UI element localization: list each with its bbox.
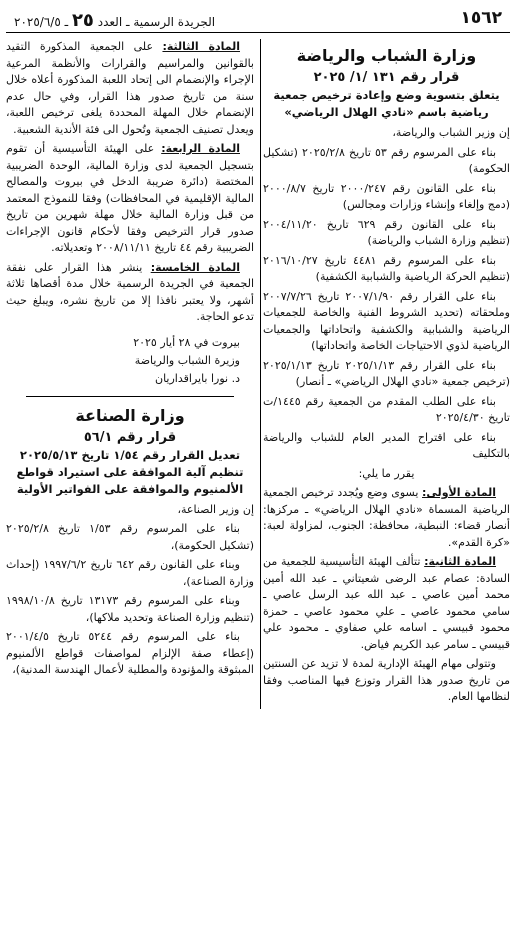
- decision-number: قرار رقم ٥٦/١: [83, 429, 177, 445]
- decision-number: قرار رقم ١٣١ /١/ ٢٠٢٥: [313, 70, 460, 85]
- legal-basis: بناء على الطلب المقدم من الجمعية رقم ١٤٤٥/ت تاريخ ٢٠٢٥/٤/٣٠: [263, 394, 510, 424]
- issue-number: ٢٥: [71, 10, 94, 31]
- signature-name: د. نورا بايراقداريان: [155, 371, 240, 385]
- legal-basis: بناء على المرسوم رقم ١/٥٣ تاريخ ٢٠٢٥/٢/٨ (تشكيل الحكومة)،: [6, 522, 254, 552]
- article-label: المادة الثانية:: [424, 555, 496, 568]
- issue-date: ـ ٢٠٢٥/٦/٥: [14, 15, 69, 29]
- article-label: المادة الخامسة:: [150, 260, 240, 274]
- decision-subject: يتعلق بتسوية وضع وإعادة ترخيص جمعية رياضية باسم «نادي الهلال الرياضي»: [273, 88, 500, 119]
- legal-basis: بناء على القانون رقم ٢٠٠٠/٢٤٧ تاريخ ٢٠٠٠/٨/٧ (دمج وإلغاء وإنشاء وزارات ومجالس): [263, 181, 510, 211]
- legal-basis: بناء على المرسوم رقم ٤٤٨١ تاريخ ٢٠١٦/١٠/٢٧ (تنظيم الحركة الرياضية والشبابية الكشفية): [263, 253, 510, 283]
- page-number: ١٥٦٢: [460, 8, 502, 28]
- article-text: ينشر هذا القرار على نفقة الجمعية في الجريدة الرسمية خلال مدة أقصاها ثلاثة أشهر، ولا يعتبر نافذا إلا من تاريخ نشره، ويبلغ حيث تدعو الحاجة.: [6, 260, 254, 323]
- section-divider: [26, 396, 234, 397]
- decides-line: يقرر ما يلي:: [358, 466, 415, 480]
- article-1: [263, 485, 510, 551]
- two-column-body: [6, 39, 510, 709]
- article-label: المادة الرابعة:: [161, 142, 240, 155]
- article-text: تتألف الهيئة التأسيسية للجمعية من السادة: عصام عبد الرضى شعيتاني ـ عبد الله أمين محمد أمين عاصي ـ عبد الله عبد الرسل عاصي ـ سامي محمود عاصي ـ علي محمود عاصي ـ حمزة محمود قبيسي ـ اسامه علي صفاوي ـ محمود علي قبيسي ـ سامر عبد الكريم فياض.: [263, 555, 510, 651]
- article-2: [263, 554, 510, 653]
- right-column: [263, 39, 510, 709]
- legal-basis: وبناء على المرسوم رقم ١٣١٧٣ تاريخ ١٩٩٨/١٠/٨ (تنظيم وزارة الصناعة وتحديد ملاكها)،: [6, 594, 254, 624]
- legal-basis: بناء على اقتراح المدير العام للشباب والرياضة بالتكليف: [263, 430, 510, 460]
- signature-place-date: بيروت في ٢٨ أيار ٢٠٢٥: [133, 335, 240, 349]
- decision-subject: تعديل القرار رقم ١/٥٤ تاريخ ٢٠٢٥/٥/١٣ تنظيم آلية الموافقة على استيراد قواطع الألمنيوم والموافقة على الفواتير الأولية: [16, 447, 244, 496]
- gazette-title: الجريدة الرسمية ـ العدد: [97, 15, 216, 29]
- article-label: المادة الثالثة:: [162, 40, 240, 53]
- ministry-heading: وزارة الشباب والرياضة: [296, 46, 477, 65]
- legal-basis: بناء على القانون رقم ٦٢٩ تاريخ ٢٠٠٤/١١/٢٠ (تنظيم وزارة الشباب والرياضة): [263, 217, 510, 247]
- article-label: المادة الأولى:: [422, 486, 496, 499]
- ministry-heading: وزارة الصناعة: [75, 405, 185, 425]
- article-3: [6, 39, 254, 138]
- closing-paragraph: وتتولى مهام الهيئة الإدارية لمدة لا تزيد عن السنتين من تاريخ صدور هذا القرار وتوزع فيها المناصب وفقا لنظامها العام.: [263, 657, 510, 703]
- page-header: [6, 6, 510, 33]
- running-title: [14, 10, 215, 31]
- article-text: يسوى وضع ويُجدد ترخيص الجمعية الرياضية المسماة «نادي الهلال الرياضي» ـ مركزها: أنصار قضاء: النبطية، محافظة: الجنوب، لمزاولة لعبة: «كرة القدم».: [263, 486, 510, 549]
- signature-title: وزيرة الشباب والرياضة: [134, 353, 240, 367]
- legal-basis: بناء على المرسوم رقم ٥٣ تاريخ ٢٠٢٥/٢/٨ (تشكيل الحكومة): [263, 145, 510, 175]
- article-5: [6, 260, 254, 326]
- left-column: [6, 39, 261, 709]
- legal-basis: بناء على القرار رقم ٢٠٠٧/١/٩٠ تاريخ ٢٠٠٧/٧/٢٦ وملحقاته (تحديد الشروط الفنية والخاصة للجمعيات الرياضية والشبابية والكشفية واتحاداتها والجمعيات الرياضية لذوي الاحتياجات الخاصة واتحاداتها): [263, 289, 510, 352]
- legal-basis: بناء على المرسوم رقم ٥٢٤٤ تاريخ ٢٠٠١/٤/٥ (إعطاء صفة الإلزام لمواصفات قواطع الألمنيوم المبثوقة والمؤنودة والمطلية لأعمال الهندسة المدنية)،: [6, 630, 254, 676]
- legal-basis: بناء على القرار رقم ٢٠٢٥/١/١٣ تاريخ ٢٠٢٥/١/١٣ (ترخيص جمعية «نادي الهلال الرياضي» ـ أنصار): [263, 358, 510, 388]
- signature-block: [6, 334, 254, 388]
- article-text: على الجمعية المذكورة التقيد بالقوانين والمراسيم والقرارات والأنظمة المرعية الإجراء والإنضمام الى إتحاد اللعبة المذكورة أعلاه خلال سنة من تاريخ صدور هذا القرار، وفي حال عدم الإنضمام خلال المهلة المحددة يلغى ترخيص اللعبة، ويعدل تصنيف الجمعية وتُحول الى فئة الأندية الشعبية.: [6, 40, 254, 136]
- article-text: على الهيئة التأسيسية أن تقوم بتسجيل الجمعية لدى وزارة المالية، الوحدة الضريبية المختصة (دائرة ضريبة الدخل في بيروت والمصالح المالية الإقليمية في المحافظات) وفقا للنموذج المعتمد من قبل وزارة المالية خلال مهلة شهرين من تاريخ صدور قرار الترخيص وفقا لأحكام قانون الإجراءات الضريبية رقم ٤٤ تاريخ ٢٠٠٨/١١/١١ وتعديلاته.: [6, 142, 254, 254]
- legal-basis: وبناء على القانون رقم ٦٤٢ تاريخ ١٩٩٧/٦/٢ (إحداث وزارة الصناعة)،: [6, 558, 254, 588]
- preamble-line: إن وزير الشباب والرياضة،: [392, 126, 510, 139]
- preamble-line: إن وزير الصناعة،: [177, 502, 254, 516]
- article-4: [6, 141, 254, 257]
